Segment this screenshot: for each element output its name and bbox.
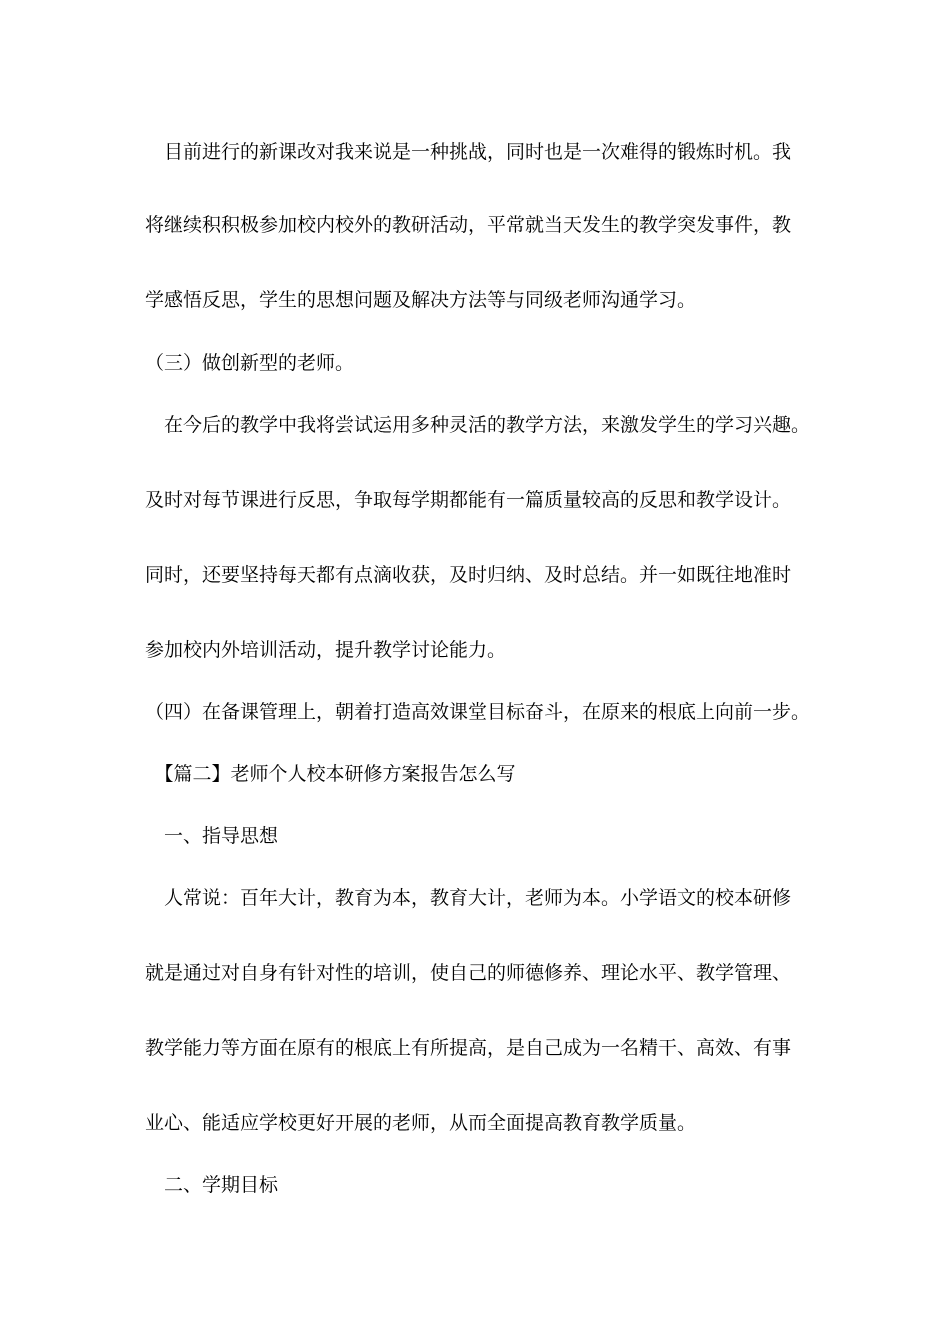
paragraph-line: 人常说：百年大计，教育为本，教育大计，老师为本。小学语文的校本研修: [145, 887, 792, 909]
paragraph-line: 在今后的教学中我将尝试运用多种灵活的教学方法，来激发学生的学习兴趣。: [145, 414, 811, 436]
paragraph-line: 将继续积积极参加校内校外的教研活动，平常就当天发生的教学突发事件，教: [145, 214, 792, 236]
paragraph-line: 业心、能适应学校更好开展的老师，从而全面提高教育教学质量。: [145, 1112, 697, 1134]
paragraph-line: 同时，还要坚持每天都有点滴收获，及时归纳、及时总结。并一如既往地准时: [145, 564, 792, 586]
paragraph-line: （四）在备课管理上，朝着打造高效课堂目标奋斗，在原来的根底上向前一步。: [145, 701, 811, 723]
paragraph-line: 学感悟反思，学生的思想问题及解决方法等与同级老师沟通学习。: [145, 289, 697, 311]
paragraph-line: 教学能力等方面在原有的根底上有所提高，是自己成为一名精干、高效、有事: [145, 1037, 792, 1059]
paragraph-line: 就是通过对自身有针对性的培训，使自己的师德修养、理论水平、教学管理、: [145, 962, 792, 984]
section-heading: 二、学期目标: [145, 1174, 279, 1196]
article-title: 【篇二】老师个人校本研修方案报告怎么写: [145, 763, 516, 785]
paragraph-line: 目前进行的新课改对我来说是一种挑战，同时也是一次难得的锻炼时机。我: [145, 141, 792, 163]
section-heading: 一、指导思想: [145, 825, 279, 847]
paragraph-line: 及时对每节课进行反思，争取每学期都能有一篇质量较高的反思和教学设计。: [145, 489, 792, 511]
paragraph-line: 参加校内外培训活动，提升教学讨论能力。: [145, 639, 507, 661]
section-heading: （三）做创新型的老师。: [145, 352, 355, 374]
